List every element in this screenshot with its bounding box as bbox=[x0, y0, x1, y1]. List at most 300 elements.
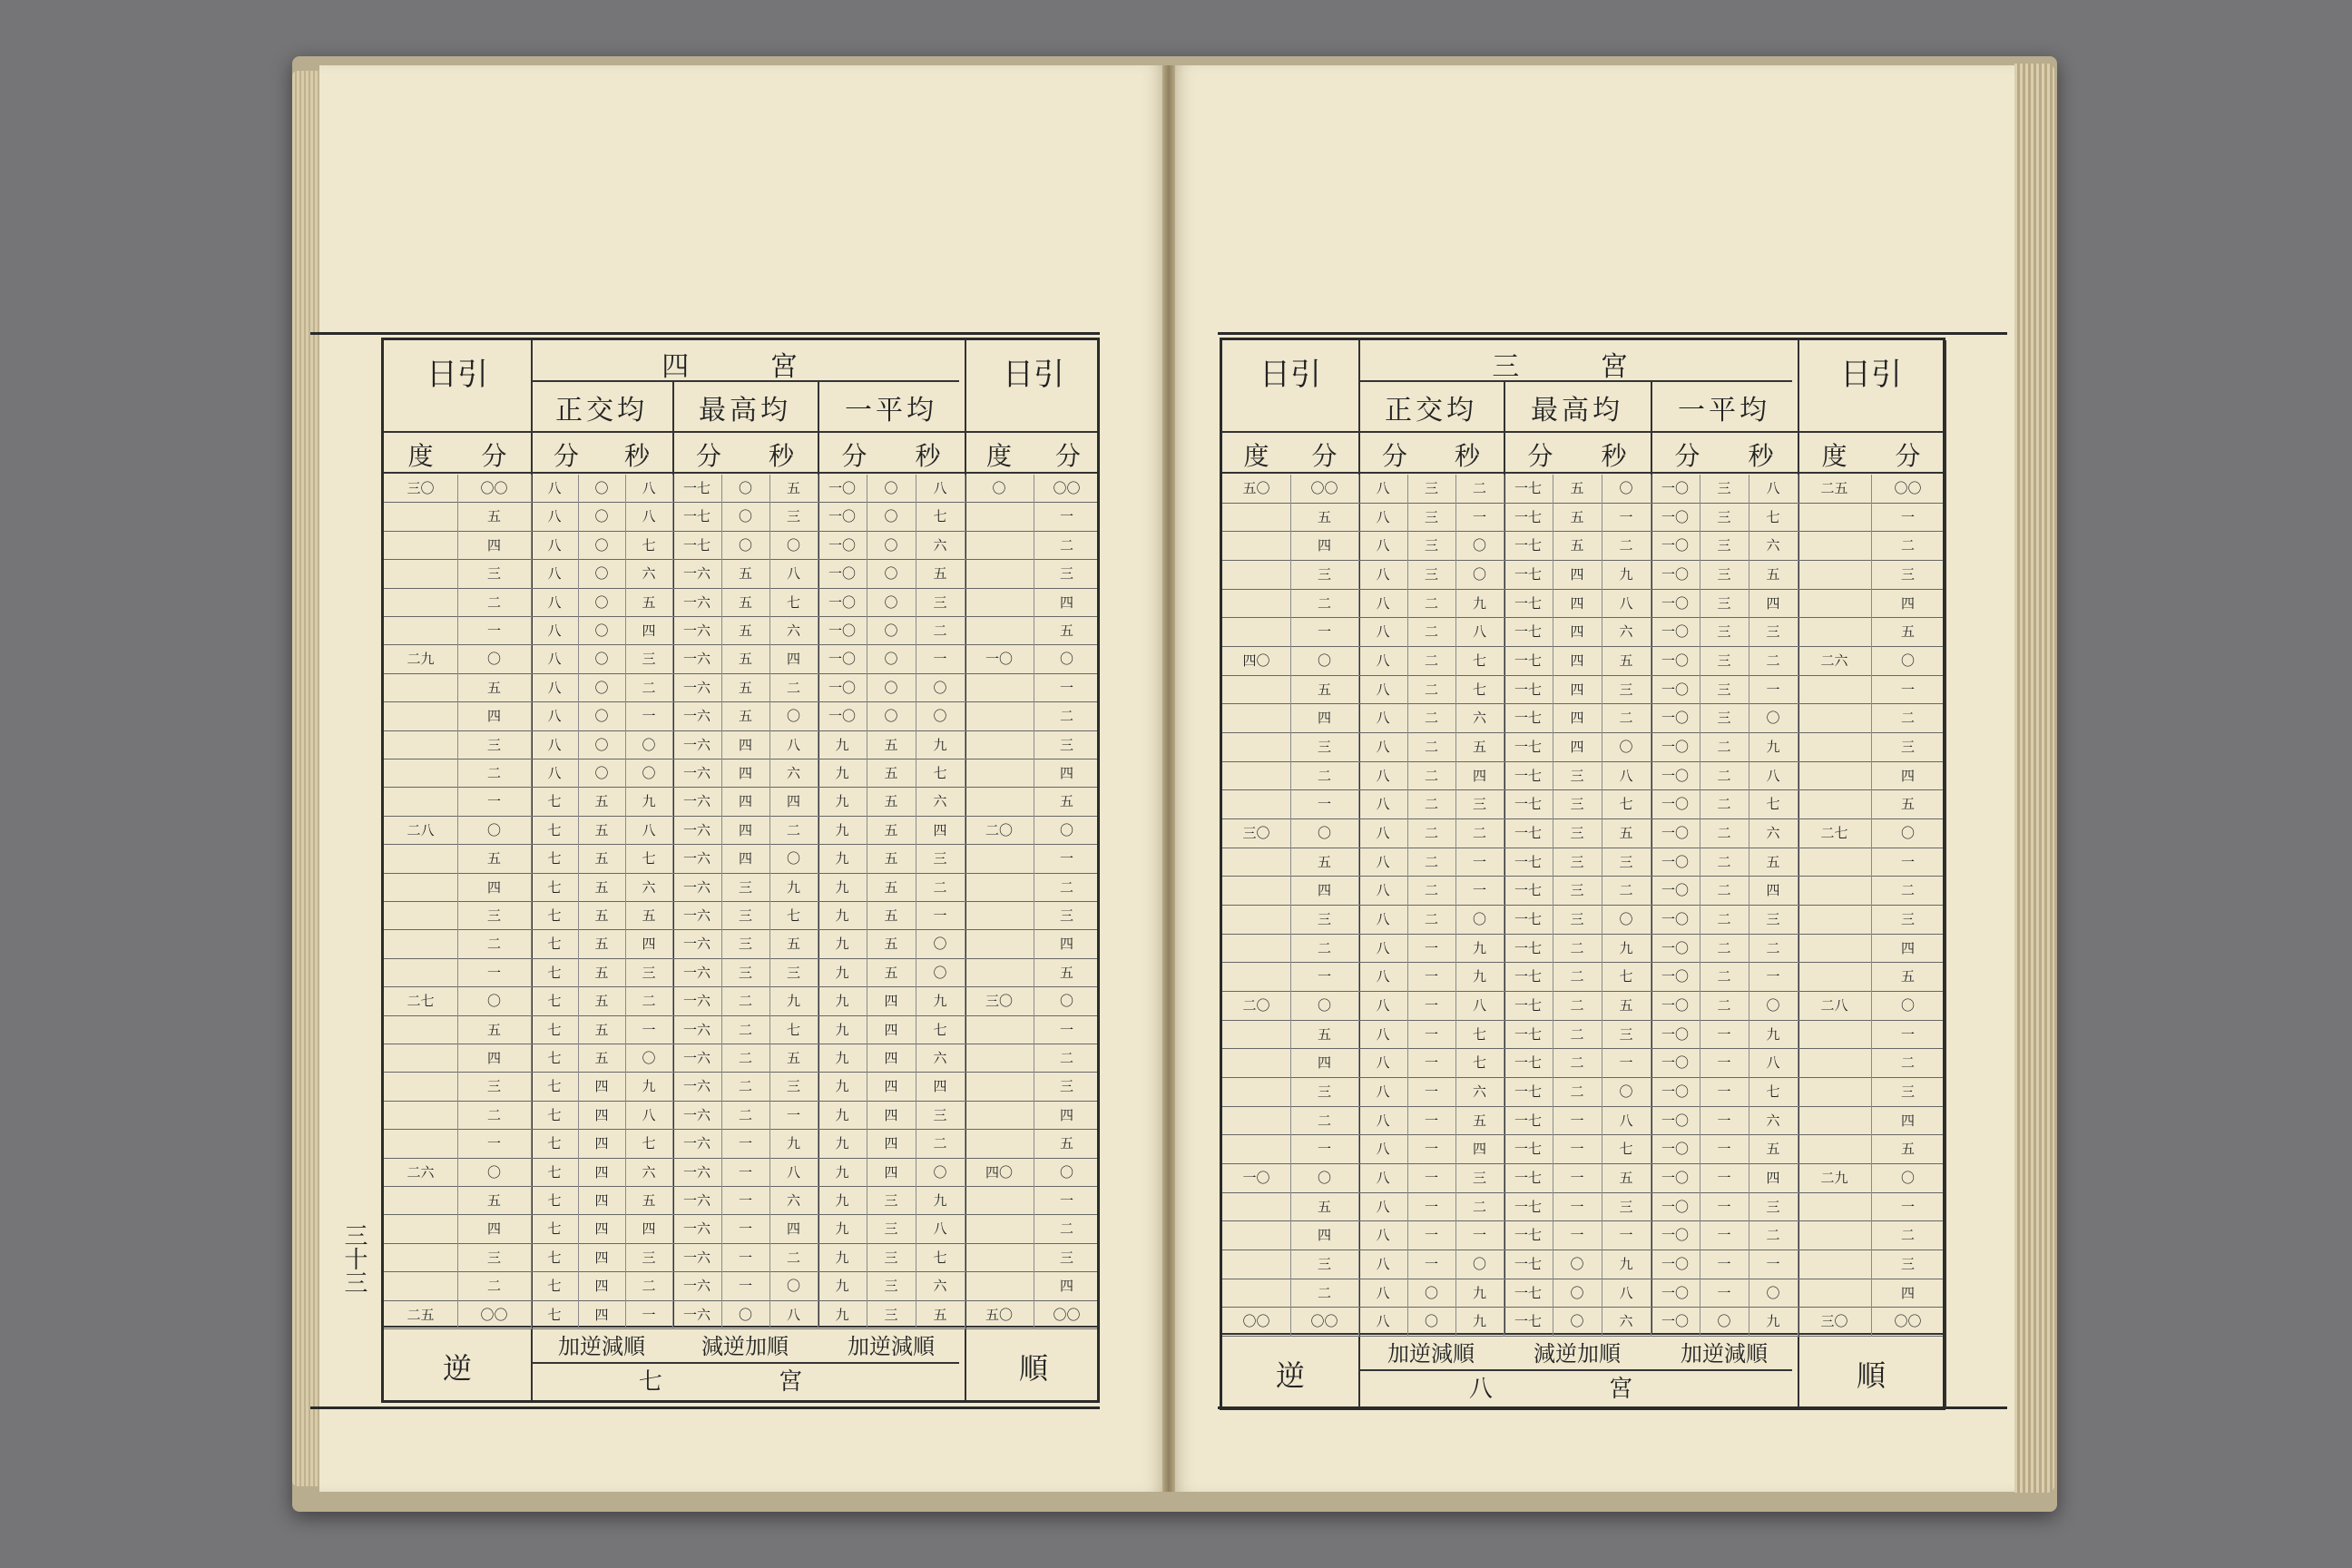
table-cell-min-right: 二 bbox=[1059, 1220, 1073, 1238]
table-cell-zg-sec-tens: 〇 bbox=[1570, 1284, 1584, 1301]
table-cell-zj-min: 八 bbox=[1376, 1227, 1390, 1244]
table-cell-zj-min: 八 bbox=[1376, 1256, 1390, 1272]
table-cell-yp-sec-units: 〇 bbox=[933, 679, 947, 696]
table-cell-yp-sec-tens: 四 bbox=[884, 1050, 898, 1066]
table-cell-deg-left bbox=[1222, 1021, 1290, 1050]
table-cell-zj-sec-units: 三 bbox=[1472, 796, 1486, 813]
table-cell-min-right: 三 bbox=[1900, 1256, 1915, 1272]
table-cell-yp-min: 一〇 bbox=[828, 651, 856, 668]
table-cell-yp-sec-tens: 〇 bbox=[884, 651, 898, 668]
table-cell-min-right: 一 bbox=[1900, 853, 1915, 870]
table-cell-zg-sec-tens: 一 bbox=[1570, 1198, 1584, 1215]
unit-minute: 分 bbox=[1054, 441, 1081, 471]
table-cell-zg-sec-units: 一 bbox=[786, 1106, 800, 1123]
table-cell-zg-min: 一七 bbox=[1514, 767, 1542, 784]
table-cell-zj-sec-tens: 二 bbox=[1424, 739, 1438, 755]
table-cell-zg-min: 一七 bbox=[1514, 997, 1542, 1014]
table-cell-zg-sec-units: 三 bbox=[1619, 853, 1633, 870]
table-cell-yp-min: 九 bbox=[835, 1078, 849, 1095]
table-cell-yp-sec-tens: 三 bbox=[884, 1220, 898, 1238]
table-cell-zg-min: 一六 bbox=[682, 565, 710, 583]
table-cell-zj-min: 八 bbox=[1376, 508, 1390, 525]
table-cell-zj-sec-tens: 二 bbox=[1424, 710, 1438, 727]
table-cell-zj-min: 八 bbox=[547, 679, 562, 696]
table-cell-zj-sec-tens: 三 bbox=[1424, 508, 1438, 525]
table-cell-min-left: 四 bbox=[486, 878, 501, 896]
table-cell-deg-right bbox=[965, 874, 1034, 902]
table-cell-yp-min: 九 bbox=[835, 1192, 849, 1209]
table-cell-min-left: 〇 bbox=[1317, 1170, 1331, 1186]
table-cell-deg-left bbox=[1222, 1279, 1290, 1308]
table-cell-zj-sec-tens: 一 bbox=[1424, 1083, 1438, 1100]
table-cell-min-right: 一 bbox=[1900, 681, 1915, 698]
table-cell-zg-sec-tens: 一 bbox=[1570, 1112, 1584, 1129]
table-cell-zg-sec-units: 七 bbox=[1619, 968, 1633, 985]
table-cell-zg-min: 一七 bbox=[1514, 939, 1542, 956]
table-row bbox=[384, 874, 1097, 902]
table-cell-zj-sec-tens: 四 bbox=[594, 1249, 609, 1266]
table-cell-yp-min: 一〇 bbox=[828, 565, 856, 583]
table-cell-yp-sec-units: 一 bbox=[1766, 681, 1780, 698]
table-cell-deg-right: 五〇 bbox=[985, 1306, 1013, 1323]
table-cell-deg-right bbox=[1798, 762, 1871, 791]
unit-second: 秒 bbox=[1748, 441, 1774, 471]
table-row bbox=[1222, 590, 1943, 619]
table-cell-yp-sec-tens: 四 bbox=[884, 1135, 898, 1152]
table-cell-zg-sec-tens: 一 bbox=[738, 1220, 752, 1238]
table-cell-yp-sec-tens: 一 bbox=[1717, 1198, 1731, 1215]
table-cell-yp-sec-units: 四 bbox=[1766, 882, 1780, 899]
table-cell-deg-left bbox=[384, 532, 457, 560]
footer-group-1: 加逆減順 bbox=[1387, 1341, 1475, 1367]
table-row bbox=[384, 1073, 1097, 1101]
table-cell-yp-sec-tens: 三 bbox=[1717, 566, 1731, 583]
table-cell-min-right: 〇 bbox=[1900, 1170, 1915, 1186]
group-label-1: 正交均 bbox=[555, 395, 648, 426]
table-cell-yp-sec-units: 六 bbox=[1766, 825, 1780, 841]
table-cell-zj-sec-tens: 二 bbox=[1424, 767, 1438, 784]
table-cell-zj-sec-tens: 五 bbox=[594, 907, 609, 924]
table-cell-zg-min: 一七 bbox=[1514, 537, 1542, 554]
table-cell-yp-min: 九 bbox=[835, 993, 849, 1010]
table-cell-zj-sec-tens: 〇 bbox=[594, 536, 609, 554]
table-cell-deg-right bbox=[965, 1044, 1034, 1073]
table-cell-zg-min: 一七 bbox=[1514, 594, 1542, 612]
table-cell-deg-right: 一〇 bbox=[985, 651, 1013, 668]
table-cell-zg-sec-units: 八 bbox=[786, 565, 800, 583]
table-row bbox=[384, 845, 1097, 873]
table-cell-deg-right bbox=[965, 959, 1034, 987]
table-cell-zj-sec-units: 三 bbox=[642, 964, 656, 981]
table-cell-yp-sec-units: 六 bbox=[933, 793, 947, 810]
table-cell-zj-min: 八 bbox=[1376, 1112, 1390, 1129]
table-cell-yp-sec-tens: 〇 bbox=[884, 593, 898, 611]
table-cell-zj-sec-tens: 〇 bbox=[1424, 1284, 1438, 1301]
table-cell-yp-sec-units: 五 bbox=[1766, 566, 1780, 583]
table-cell-min-right: 五 bbox=[1900, 796, 1915, 813]
table-cell-min-left: 一 bbox=[486, 964, 501, 981]
right-top-rule bbox=[1218, 332, 2007, 335]
table-cell-zg-sec-tens: 三 bbox=[738, 936, 752, 953]
unit-minute: 分 bbox=[695, 441, 721, 471]
table-cell-min-left: 三 bbox=[1317, 911, 1331, 927]
table-cell-deg-right bbox=[965, 1215, 1034, 1243]
table-cell-zj-min: 八 bbox=[1376, 1313, 1390, 1330]
table-cell-yp-sec-units: 三 bbox=[933, 1106, 947, 1123]
side-label-left: 日引 bbox=[426, 357, 488, 393]
table-cell-deg-left bbox=[384, 674, 457, 702]
table-cell-deg-left bbox=[384, 760, 457, 788]
table-row bbox=[1222, 848, 1943, 877]
table-row bbox=[384, 560, 1097, 588]
table-cell-yp-min: 九 bbox=[835, 1278, 849, 1295]
table-cell-min-left: 五 bbox=[1317, 1025, 1331, 1043]
table-row bbox=[1222, 1078, 1943, 1107]
table-cell-min-right: 〇〇 bbox=[1053, 1306, 1081, 1323]
table-cell-yp-min: 一〇 bbox=[1661, 566, 1689, 583]
table-cell-zg-sec-units: 五 bbox=[1619, 825, 1633, 841]
left-bottom-rule bbox=[310, 1406, 1100, 1409]
table-cell-min-left: 二 bbox=[1317, 939, 1331, 956]
table-cell-zg-sec-tens: 四 bbox=[1570, 652, 1584, 669]
footer-group-2: 減逆加順 bbox=[1534, 1341, 1621, 1367]
table-cell-zj-sec-tens: 一 bbox=[1424, 1227, 1438, 1244]
table-row bbox=[1222, 790, 1943, 819]
page-edge-right bbox=[2014, 64, 2054, 1493]
table-cell-yp-min: 九 bbox=[835, 907, 849, 924]
table-cell-zj-sec-units: 六 bbox=[642, 878, 656, 896]
table-cell-zg-sec-units: 五 bbox=[1619, 652, 1633, 669]
group-label-2: 最高均 bbox=[699, 395, 791, 426]
table-cell-zg-min: 一六 bbox=[682, 878, 710, 896]
table-cell-zg-sec-tens: 五 bbox=[738, 622, 752, 639]
table-cell-deg-left bbox=[384, 845, 457, 873]
table-cell-deg-left: 二六 bbox=[407, 1163, 435, 1181]
table-cell-deg-right bbox=[965, 560, 1034, 588]
table-row bbox=[1222, 1107, 1943, 1136]
table-row bbox=[1222, 762, 1943, 791]
table-cell-yp-sec-tens: 二 bbox=[1717, 825, 1731, 841]
unit-minute: 分 bbox=[841, 441, 867, 471]
table-cell-min-left: 〇 bbox=[486, 651, 501, 668]
table-cell-zj-min: 八 bbox=[1376, 882, 1390, 899]
table-row bbox=[384, 760, 1097, 788]
table-cell-deg-left bbox=[384, 1187, 457, 1215]
table-cell-yp-sec-units: 八 bbox=[1766, 767, 1780, 784]
table-cell-yp-sec-units: 六 bbox=[933, 1050, 947, 1066]
table-cell-min-right: 五 bbox=[1059, 964, 1073, 981]
table-cell-zg-sec-tens: 二 bbox=[1570, 1083, 1584, 1100]
table-cell-zg-sec-units: 七 bbox=[786, 1021, 800, 1038]
table-cell-yp-sec-units: 四 bbox=[933, 821, 947, 838]
table-cell-deg-left bbox=[1222, 906, 1290, 935]
table-cell-deg-right bbox=[965, 589, 1034, 617]
table-cell-zj-sec-tens: 一 bbox=[1424, 1198, 1438, 1215]
table-cell-zj-sec-units: 八 bbox=[1472, 623, 1486, 641]
table-cell-min-right: 四 bbox=[1059, 1278, 1073, 1295]
table-cell-zj-min: 八 bbox=[1376, 997, 1390, 1014]
table-cell-zj-sec-units: 九 bbox=[1472, 939, 1486, 956]
table-cell-zj-min: 八 bbox=[1376, 767, 1390, 784]
table-cell-zj-min: 八 bbox=[1376, 1141, 1390, 1158]
table-cell-zg-sec-tens: 四 bbox=[1570, 594, 1584, 612]
table-cell-zj-sec-tens: 〇 bbox=[594, 508, 609, 525]
table-cell-min-left: 一 bbox=[1317, 796, 1331, 813]
table-cell-deg-right bbox=[965, 674, 1034, 702]
table-cell-min-left: 〇 bbox=[1317, 652, 1331, 669]
table-cell-deg-left bbox=[1222, 532, 1290, 561]
table-row bbox=[384, 987, 1097, 1015]
table-cell-deg-right bbox=[1798, 590, 1871, 619]
table-cell-deg-left bbox=[384, 1244, 457, 1272]
table-cell-deg-right bbox=[1798, 963, 1871, 992]
table-cell-yp-min: 一〇 bbox=[1661, 796, 1689, 813]
table-cell-zg-sec-tens: 四 bbox=[1570, 566, 1584, 583]
table-cell-min-left: 二 bbox=[1317, 1284, 1331, 1301]
table-cell-yp-min: 一〇 bbox=[828, 508, 856, 525]
table-cell-zg-sec-tens: 一 bbox=[738, 1192, 752, 1209]
table-cell-zg-min: 一七 bbox=[1514, 1198, 1542, 1215]
table-cell-min-left: 四 bbox=[486, 1050, 501, 1066]
table-cell-zj-sec-units: 七 bbox=[642, 850, 656, 867]
table-cell-yp-sec-tens: 〇 bbox=[884, 536, 898, 554]
table-cell-deg-left: 五〇 bbox=[1242, 480, 1270, 496]
table-cell-min-right: 〇〇 bbox=[1053, 480, 1081, 496]
table-cell-zj-sec-units: 八 bbox=[642, 1106, 656, 1123]
table-cell-min-left: 〇〇 bbox=[1310, 1313, 1338, 1330]
table-cell-min-left: 五 bbox=[486, 1021, 501, 1038]
table-cell-yp-sec-tens: 一 bbox=[1717, 1284, 1731, 1301]
table-cell-yp-min: 一〇 bbox=[1661, 1025, 1689, 1043]
footer-group-3: 加逆減順 bbox=[1681, 1341, 1768, 1367]
table-cell-min-left: 二 bbox=[486, 936, 501, 953]
table-cell-zj-sec-units: 七 bbox=[642, 536, 656, 554]
table-cell-zj-min: 八 bbox=[1376, 939, 1390, 956]
table-cell-zg-sec-tens: 四 bbox=[1570, 739, 1584, 755]
table-cell-zg-min: 一七 bbox=[1514, 1170, 1542, 1186]
side-label-right: 日引 bbox=[1840, 357, 1902, 393]
table-cell-zg-sec-units: 六 bbox=[1619, 1313, 1633, 1330]
table-row bbox=[1222, 906, 1943, 935]
table-cell-zg-sec-tens: 五 bbox=[738, 679, 752, 696]
table-cell-zj-min: 七 bbox=[547, 907, 562, 924]
table-cell-min-right: 〇〇 bbox=[1894, 1313, 1922, 1330]
table-cell-deg-right bbox=[965, 503, 1034, 531]
table-cell-yp-sec-units: 七 bbox=[1766, 1083, 1780, 1100]
table-cell-zg-sec-units: 〇 bbox=[1619, 739, 1633, 755]
table-cell-zj-min: 七 bbox=[547, 1220, 562, 1238]
table-cell-zj-min: 八 bbox=[1376, 652, 1390, 669]
table-cell-zj-sec-units: 一 bbox=[642, 1306, 656, 1323]
table-cell-yp-min: 九 bbox=[835, 1220, 849, 1238]
table-cell-deg-left bbox=[384, 560, 457, 588]
table-cell-zj-sec-tens: 二 bbox=[1424, 681, 1438, 698]
right-data-rows bbox=[1222, 475, 1943, 1337]
table-row bbox=[1222, 1279, 1943, 1308]
table-cell-yp-min: 九 bbox=[835, 1021, 849, 1038]
table-cell-zj-sec-units: 二 bbox=[1472, 825, 1486, 841]
table-row bbox=[384, 475, 1097, 503]
table-cell-yp-sec-tens: 一 bbox=[1717, 1112, 1731, 1129]
table-cell-min-right: 四 bbox=[1059, 936, 1073, 953]
table-cell-zj-sec-units: 四 bbox=[642, 622, 656, 639]
table-cell-zj-sec-tens: 〇 bbox=[594, 480, 609, 496]
table-cell-zg-sec-tens: 三 bbox=[1570, 796, 1584, 813]
table-cell-min-left: 五 bbox=[486, 508, 501, 525]
table-cell-yp-min: 九 bbox=[835, 793, 849, 810]
table-cell-yp-sec-units: 八 bbox=[1766, 1054, 1780, 1072]
table-cell-zg-sec-tens: 〇 bbox=[738, 536, 752, 554]
table-cell-yp-sec-units: 七 bbox=[1766, 508, 1780, 525]
table-cell-zg-sec-tens: 四 bbox=[1570, 623, 1584, 641]
table-cell-zg-sec-units: 三 bbox=[786, 508, 800, 525]
table-cell-yp-min: 一〇 bbox=[828, 593, 856, 611]
table-cell-zg-sec-units: 三 bbox=[786, 964, 800, 981]
table-cell-deg-left bbox=[384, 617, 457, 645]
table-cell-deg-right bbox=[965, 731, 1034, 760]
table-cell-yp-sec-units: 五 bbox=[933, 1306, 947, 1323]
table-cell-zg-min: 一七 bbox=[1514, 508, 1542, 525]
table-cell-yp-min: 九 bbox=[835, 1249, 849, 1266]
table-cell-deg-right bbox=[1798, 704, 1871, 733]
table-cell-zj-sec-units: 二 bbox=[642, 679, 656, 696]
table-cell-min-right: 五 bbox=[1059, 622, 1073, 639]
table-cell-zg-sec-units: 二 bbox=[786, 821, 800, 838]
table-cell-yp-min: 一〇 bbox=[1661, 508, 1689, 525]
unit-degree: 度 bbox=[1821, 441, 1847, 471]
table-cell-zg-sec-units: 三 bbox=[1619, 1198, 1633, 1215]
table-cell-zg-min: 一七 bbox=[1514, 652, 1542, 669]
table-cell-yp-sec-units: 五 bbox=[933, 565, 947, 583]
table-cell-zj-sec-tens: 〇 bbox=[594, 565, 609, 583]
table-cell-yp-sec-units: 九 bbox=[1766, 1313, 1780, 1330]
table-cell-zg-sec-units: 三 bbox=[1619, 1025, 1633, 1043]
table-cell-yp-sec-units: 五 bbox=[1766, 1141, 1780, 1158]
footer-palace: 七 宮 bbox=[638, 1368, 858, 1396]
table-cell-yp-sec-tens: 〇 bbox=[1717, 1313, 1731, 1330]
table-cell-deg-right bbox=[1798, 877, 1871, 906]
table-cell-zj-sec-tens: 二 bbox=[1424, 652, 1438, 669]
table-cell-yp-sec-tens: 一 bbox=[1717, 1054, 1731, 1072]
table-cell-yp-min: 一〇 bbox=[1661, 997, 1689, 1014]
table-row bbox=[1222, 532, 1943, 561]
table-row bbox=[1222, 935, 1943, 964]
table-cell-zg-sec-tens: 五 bbox=[738, 651, 752, 668]
table-cell-yp-sec-units: 三 bbox=[933, 593, 947, 611]
table-cell-deg-left bbox=[1222, 504, 1290, 533]
table-cell-yp-min: 九 bbox=[835, 736, 849, 753]
table-cell-yp-min: 一〇 bbox=[1661, 1141, 1689, 1158]
table-cell-min-left: 一 bbox=[1317, 968, 1331, 985]
table-cell-zj-sec-units: 二 bbox=[642, 1278, 656, 1295]
table-cell-zj-sec-units: 一 bbox=[1472, 508, 1486, 525]
table-cell-zg-sec-units: 九 bbox=[1619, 939, 1633, 956]
table-cell-zj-sec-units: 〇 bbox=[642, 736, 656, 753]
table-cell-yp-sec-tens: 四 bbox=[884, 1021, 898, 1038]
table-cell-yp-min: 一〇 bbox=[1661, 480, 1689, 496]
table-cell-deg-left bbox=[1222, 561, 1290, 590]
table-cell-deg-left bbox=[1222, 1049, 1290, 1078]
table-cell-zg-sec-tens: 三 bbox=[1570, 767, 1584, 784]
table-cell-yp-sec-units: 一 bbox=[1766, 1256, 1780, 1272]
table-cell-yp-min: 一〇 bbox=[828, 679, 856, 696]
table-cell-min-right: 三 bbox=[1900, 911, 1915, 927]
table-cell-zg-sec-tens: 五 bbox=[1570, 537, 1584, 554]
table-cell-deg-right: 二六 bbox=[1820, 652, 1848, 669]
group-label-1: 正交均 bbox=[1385, 395, 1477, 426]
table-cell-zj-sec-tens: 五 bbox=[594, 793, 609, 810]
table-cell-min-right: 五 bbox=[1900, 968, 1915, 985]
table-cell-yp-min: 一〇 bbox=[1661, 1256, 1689, 1272]
table-cell-yp-sec-units: 〇 bbox=[933, 708, 947, 725]
table-cell-zj-sec-tens: 四 bbox=[594, 1278, 609, 1295]
table-cell-yp-sec-units: 二 bbox=[933, 1135, 947, 1152]
table-cell-yp-min: 一〇 bbox=[1661, 1170, 1689, 1186]
table-cell-zg-sec-tens: 三 bbox=[1570, 825, 1584, 841]
table-cell-yp-sec-units: 七 bbox=[933, 1249, 947, 1266]
table-cell-deg-right bbox=[965, 930, 1034, 958]
table-cell-yp-sec-units: 一 bbox=[933, 651, 947, 668]
table-cell-yp-sec-tens: 一 bbox=[1717, 1141, 1731, 1158]
table-cell-min-right: 三 bbox=[1900, 566, 1915, 583]
table-cell-min-left: 二 bbox=[1317, 594, 1331, 612]
table-cell-zj-min: 八 bbox=[547, 622, 562, 639]
table-cell-min-right: 一 bbox=[1059, 679, 1073, 696]
table-cell-zg-sec-units: 〇 bbox=[786, 1278, 800, 1295]
table-cell-zg-min: 一六 bbox=[682, 1078, 710, 1095]
table-cell-zg-min: 一六 bbox=[682, 708, 710, 725]
table-cell-zj-sec-tens: 五 bbox=[594, 1021, 609, 1038]
table-cell-zg-sec-units: 八 bbox=[786, 1306, 800, 1323]
table-cell-zg-sec-tens: 四 bbox=[738, 765, 752, 781]
table-cell-yp-sec-units: 〇 bbox=[933, 936, 947, 953]
table-row bbox=[384, 617, 1097, 645]
table-cell-zj-sec-units: 七 bbox=[1472, 1054, 1486, 1072]
table-cell-yp-min: 九 bbox=[835, 850, 849, 867]
table-cell-zj-min: 八 bbox=[1376, 594, 1390, 612]
table-cell-min-right: 二 bbox=[1059, 1050, 1073, 1066]
table-cell-deg-right bbox=[1798, 532, 1871, 561]
table-cell-yp-sec-tens: 三 bbox=[1717, 681, 1731, 698]
table-cell-min-left: 三 bbox=[1317, 1256, 1331, 1272]
table-cell-yp-sec-tens: 五 bbox=[884, 850, 898, 867]
table-cell-min-left: 五 bbox=[1317, 1198, 1331, 1215]
table-cell-min-left: 五 bbox=[486, 1192, 501, 1209]
table-cell-zj-sec-tens: 一 bbox=[1424, 1025, 1438, 1043]
table-cell-zg-sec-units: 五 bbox=[1619, 997, 1633, 1014]
table-row bbox=[384, 1301, 1097, 1329]
table-cell-zj-sec-units: 四 bbox=[642, 936, 656, 953]
table-cell-min-left: 一 bbox=[486, 793, 501, 810]
table-cell-zj-sec-tens: 〇 bbox=[594, 593, 609, 611]
table-cell-deg-left bbox=[384, 702, 457, 730]
table-cell-zg-sec-tens: 五 bbox=[738, 565, 752, 583]
table-cell-yp-sec-units: 七 bbox=[933, 765, 947, 781]
table-cell-yp-min: 一〇 bbox=[1661, 623, 1689, 641]
unit-second: 秒 bbox=[1601, 441, 1627, 471]
table-cell-zj-sec-units: 一 bbox=[642, 708, 656, 725]
table-cell-yp-sec-tens: 一 bbox=[1717, 1170, 1731, 1186]
table-cell-zg-sec-tens: 一 bbox=[738, 1135, 752, 1152]
table-cell-zj-min: 七 bbox=[547, 1192, 562, 1209]
table-cell-min-left: 二 bbox=[486, 593, 501, 611]
table-cell-deg-left bbox=[1222, 1107, 1290, 1136]
table-cell-deg-right bbox=[1798, 618, 1871, 647]
table-cell-deg-right bbox=[965, 617, 1034, 645]
table-cell-min-left: 一 bbox=[486, 1135, 501, 1152]
table-cell-zg-sec-tens: 一 bbox=[738, 1163, 752, 1181]
table-row bbox=[1222, 1308, 1943, 1337]
